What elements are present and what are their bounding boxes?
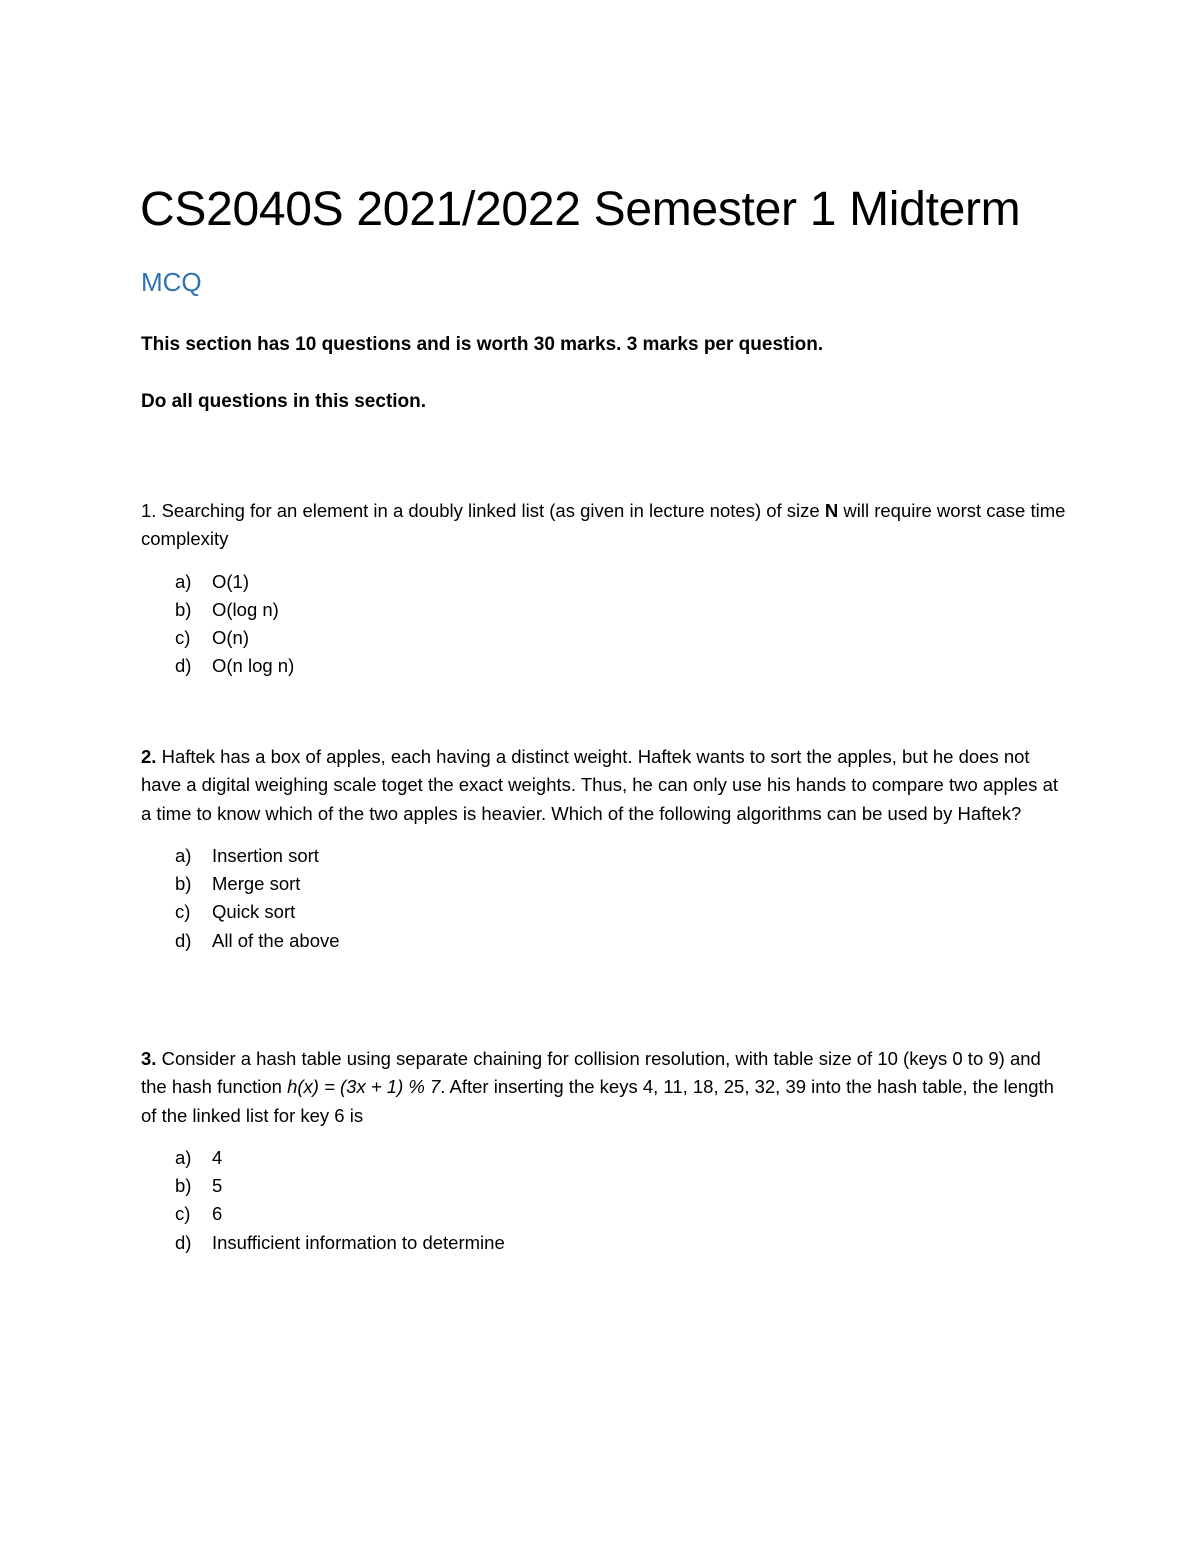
option-d	[141, 1229, 1071, 1257]
question-2-stem	[141, 743, 1071, 828]
option-b	[141, 1172, 1071, 1200]
option-letter: d)	[175, 655, 192, 677]
option-a	[141, 842, 1071, 870]
option-letter: c)	[175, 627, 191, 649]
question-3-options	[141, 1144, 1071, 1257]
option-c	[141, 1200, 1071, 1228]
question-text-formula: h(x) = (3x + 1) % 7	[287, 1076, 441, 1098]
option-text: Quick sort	[212, 901, 296, 923]
question-text: Haftek has a box of apples, each having a distinct weight. Haftek wants to sort the apples, but he does not have a digital weighing scale toget the exact weights. Thus, he can only use his hands to compare two apples at a time to know which of the two apples is heavier. Which of the following algorithms can be used by Haftek?	[141, 746, 1058, 824]
question-text: will require worst case time complexity	[141, 500, 1066, 550]
option-text: O(n)	[212, 627, 249, 649]
option-c	[141, 624, 1071, 652]
section-heading: MCQ	[141, 267, 202, 297]
question-text-bold: N	[824, 500, 839, 521]
option-c	[141, 898, 1071, 926]
option-text: O(n log n)	[212, 655, 295, 677]
option-letter: b)	[175, 598, 192, 620]
option-text: Merge sort	[212, 873, 301, 895]
option-d	[141, 652, 1071, 680]
question-number: 3.	[141, 1048, 157, 1069]
document-title: CS2040S 2021/2022 Semester 1 Midterm	[140, 183, 1021, 237]
question-text: Searching for an element in a doubly linked list (as given in lecture notes) of size	[156, 500, 825, 521]
question-3	[141, 1045, 1071, 1257]
question-3-stem	[141, 1045, 1071, 1130]
option-letter: a)	[175, 1146, 192, 1168]
option-letter: d)	[175, 929, 192, 951]
option-letter: b)	[175, 873, 192, 895]
option-letter: c)	[175, 901, 191, 923]
option-text: O(log n)	[212, 598, 279, 620]
question-1-stem	[141, 497, 1071, 554]
option-text: 5	[212, 1175, 223, 1197]
option-letter: a)	[175, 570, 192, 592]
question-number: 2.	[141, 746, 157, 767]
option-text: Insufficient information to determine	[212, 1231, 505, 1253]
option-a	[141, 1144, 1071, 1172]
option-letter: d)	[175, 1231, 192, 1253]
option-b	[141, 596, 1071, 624]
option-letter: a)	[175, 844, 192, 866]
option-letter: b)	[175, 1175, 192, 1197]
question-1	[141, 497, 1071, 681]
option-a	[141, 568, 1071, 596]
option-letter: c)	[175, 1203, 191, 1225]
option-d	[141, 927, 1071, 955]
option-text: 4	[212, 1146, 223, 1168]
question-2-options	[141, 842, 1071, 955]
question-1-options	[141, 568, 1071, 681]
question-2	[141, 743, 1071, 955]
question-number: 1.	[141, 500, 157, 521]
question-text: Consider a hash table using separate chaining for collision resolution, with table size of 10 (keys 0 to 9) and the hash function	[141, 1048, 1041, 1098]
option-b	[141, 870, 1071, 898]
option-text: O(1)	[212, 570, 249, 592]
section-intro-instruction: Do all questions in this section.	[141, 391, 427, 412]
section-intro-marks: This section has 10 questions and is worth 30 marks. 3 marks per question.	[141, 334, 824, 355]
question-text: . After inserting the keys 4, 11, 18, 25, 32, 39 into the hash table, the length of the linked list for key 6 is	[141, 1076, 1054, 1126]
option-text: Insertion sort	[212, 844, 319, 866]
option-text: All of the above	[212, 929, 340, 951]
option-text: 6	[212, 1203, 223, 1225]
